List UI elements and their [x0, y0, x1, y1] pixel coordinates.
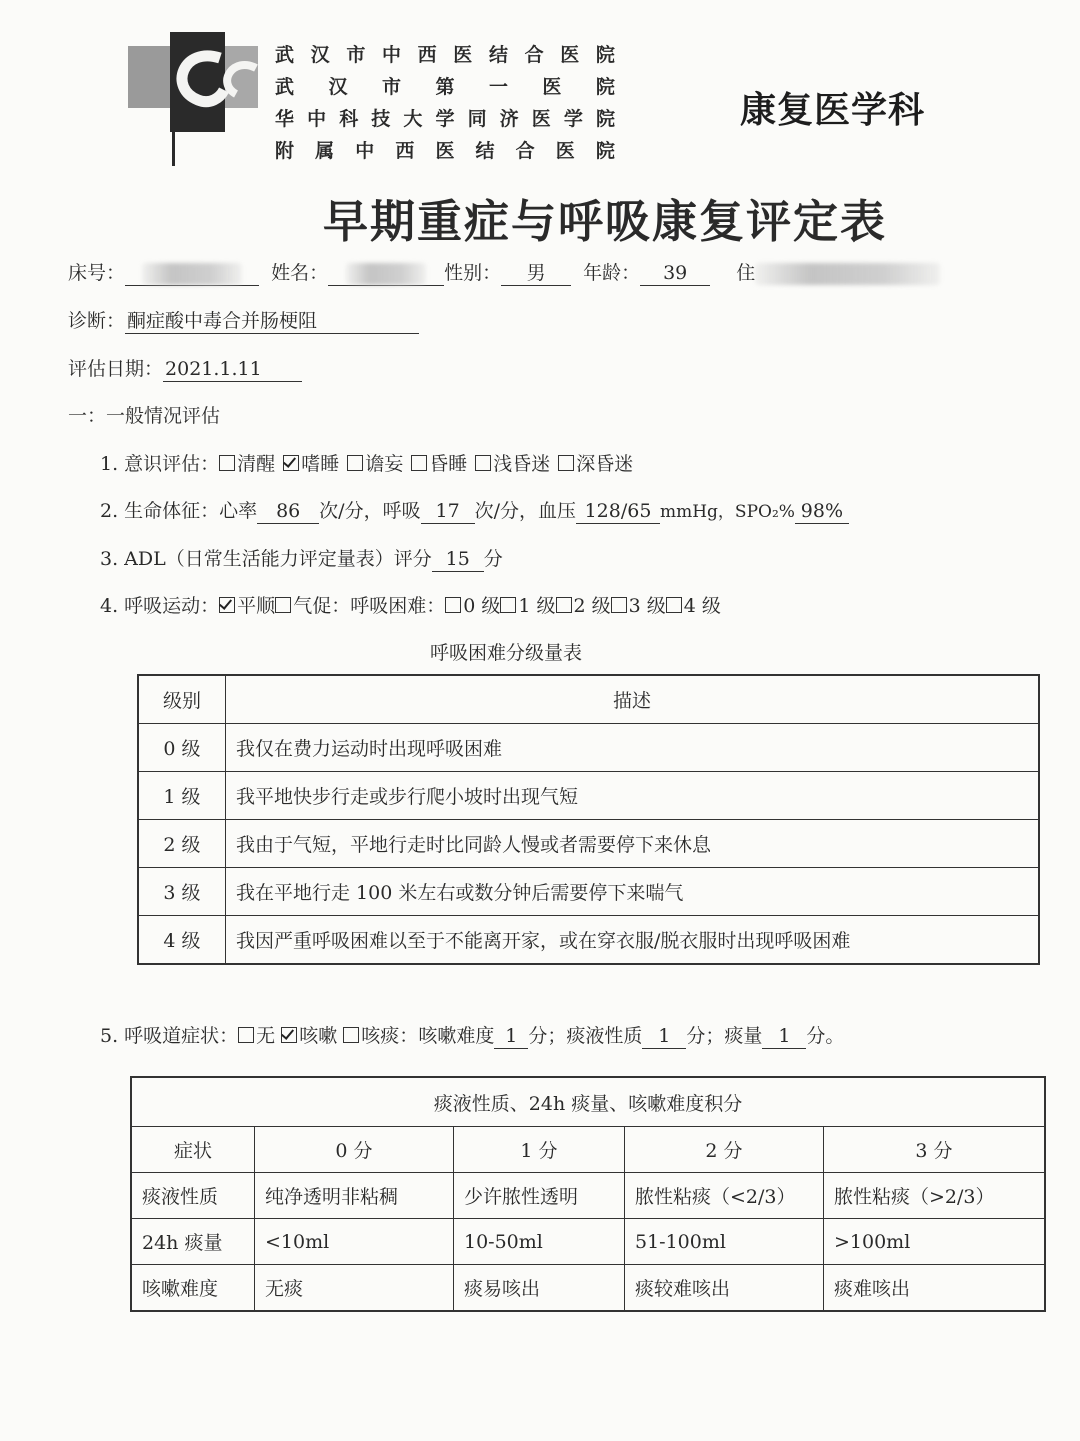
- diagnosis-row: [68, 306, 419, 334]
- date-row: [68, 354, 302, 382]
- hospital-name-4: [275, 136, 615, 163]
- table-header-row: [131, 1127, 1045, 1173]
- smooth-checkbox[interactable]: [219, 597, 235, 613]
- hr-unit: 次/分，呼吸: [319, 500, 421, 522]
- sputum-score-table: [130, 1076, 1046, 1312]
- consciousness-option-label: 浅昏迷: [493, 453, 551, 475]
- hospital-name-char: 合: [524, 44, 544, 66]
- hospital-name-char: 医: [531, 108, 551, 130]
- sputum-label: 咳痰：: [361, 1025, 419, 1047]
- adl-row: [100, 544, 503, 572]
- department-name: 康复医学科: [740, 89, 926, 131]
- description-cell: 我由于气短，平地行走时比同龄人慢或者需要停下来休息: [226, 820, 1040, 868]
- cell: 纯净透明非粘稠: [255, 1173, 454, 1219]
- table-row: [138, 772, 1039, 820]
- airway-end: 分。: [806, 1025, 845, 1047]
- rr-unit: 次/分，血压: [474, 500, 576, 522]
- hospital-name-3: [275, 104, 615, 131]
- consciousness-option-label: 深昏迷: [576, 453, 634, 475]
- hospital-name-char: 中: [381, 44, 401, 66]
- airway-row: [100, 1021, 844, 1049]
- sex-label: 性别：: [444, 262, 502, 284]
- name-value[interactable]: [328, 263, 444, 286]
- hospital-name-2: [275, 72, 615, 99]
- blood-pressure-value[interactable]: 128/65: [576, 501, 660, 524]
- cell: 51-100ml: [625, 1219, 824, 1265]
- cell: 10-50ml: [454, 1219, 625, 1265]
- age-label: 年龄：: [583, 262, 641, 284]
- description-cell: 我在平地行走 100 米左右或数分钟后需要停下来喘气: [226, 868, 1040, 916]
- date-label: 评估日期：: [68, 358, 164, 380]
- cough-checkbox[interactable]: [281, 1027, 297, 1043]
- cell: 脓性粘痰（>2/3）: [824, 1173, 1046, 1219]
- hospital-name-char: 市: [381, 76, 401, 98]
- consciousness-option-label: 昏睡: [429, 453, 468, 475]
- hospital-name-char: 大: [403, 108, 423, 130]
- cough-difficulty-label: 咳嗽难度: [418, 1025, 495, 1047]
- hospital-name-1: [275, 40, 615, 67]
- consciousness-checkbox[interactable]: [475, 455, 491, 471]
- hospital-name-char: 结: [475, 140, 495, 162]
- hospital-name-char: 学: [435, 108, 455, 130]
- date-value[interactable]: 2021.1.11: [163, 359, 302, 382]
- dyspnea-level-label: 3 级: [628, 595, 666, 617]
- consciousness-checkbox[interactable]: [347, 455, 363, 471]
- header-description: 描述: [226, 675, 1040, 724]
- hospital-name-char: 汉: [328, 76, 348, 98]
- hospital-name-char: 济: [499, 108, 519, 130]
- name-label: 姓名：: [271, 262, 329, 284]
- bed-value[interactable]: [125, 263, 259, 286]
- cell: <10ml: [255, 1219, 454, 1265]
- consciousness-option-label: 清醒: [237, 453, 276, 475]
- hospital-name-char: 合: [515, 140, 535, 162]
- dyspnea-level-label: 0 级: [463, 595, 501, 617]
- dyspnea-level-checkbox[interactable]: [445, 597, 461, 613]
- hospital-name-char: 医: [453, 44, 473, 66]
- hospital-name-char: 第: [435, 76, 455, 98]
- hospital-name-char: 科: [339, 108, 359, 130]
- sputum-checkbox[interactable]: [343, 1027, 359, 1043]
- header-score-2: 2 分: [625, 1127, 824, 1173]
- grade-cell: 4 级: [138, 916, 226, 965]
- hospital-logo: [128, 28, 258, 168]
- sputum-amount-value[interactable]: 1: [762, 1026, 806, 1049]
- table-row: [131, 1173, 1045, 1219]
- hospital-name-char: 武: [275, 44, 295, 66]
- cell: 24h 痰量: [131, 1219, 255, 1265]
- diagnosis-value[interactable]: 酮症酸中毒合并肠梗阻: [125, 311, 419, 334]
- cell: 痰易咳出: [454, 1265, 625, 1312]
- header-grade: 级别: [138, 675, 226, 724]
- cell: 痰难咳出: [824, 1265, 1046, 1312]
- section-1-title: 一：一般情况评估: [68, 405, 221, 427]
- sputum-nature-value[interactable]: 1: [642, 1026, 686, 1049]
- bed-label: 床号：: [68, 262, 126, 284]
- header-score-1: 1 分: [454, 1127, 625, 1173]
- none-label: 无: [256, 1025, 276, 1047]
- cell: 脓性粘痰（<2/3）: [625, 1173, 824, 1219]
- cough-difficulty-value[interactable]: 1: [494, 1026, 528, 1049]
- resp-rate-value[interactable]: 17: [421, 501, 475, 524]
- sputum-amount-label: 分；痰量: [686, 1025, 763, 1047]
- table-row: [138, 916, 1039, 965]
- description-cell: 我平地快步行走或步行爬小坡时出现气短: [226, 772, 1040, 820]
- dyspnea-level-label: 2 级: [573, 595, 611, 617]
- cell: 痰较难咳出: [625, 1265, 824, 1312]
- dyspnea-level-label: 1 级: [518, 595, 556, 617]
- hospital-name-char: 医: [560, 44, 580, 66]
- hospital-name-char: 汉: [310, 44, 330, 66]
- adl-score-value[interactable]: 15: [432, 549, 484, 572]
- residence-value: [755, 263, 940, 285]
- dyspnea-table-caption: 呼吸困难分级量表: [430, 642, 583, 664]
- hospital-name-char: 学: [563, 108, 583, 130]
- consciousness-label: 1. 意识评估：: [100, 453, 220, 475]
- hospital-name-char: 武: [275, 76, 295, 98]
- hospital-name-char: 医: [555, 140, 575, 162]
- adl-unit: 分: [483, 548, 503, 570]
- header-score-3: 3 分: [824, 1127, 1046, 1173]
- hospital-name-char: 结: [488, 44, 508, 66]
- grade-cell: 0 级: [138, 724, 226, 772]
- hospital-name-char: 中: [355, 140, 375, 162]
- hospital-name-char: 中: [307, 108, 327, 130]
- table-row: [138, 868, 1039, 916]
- dyspnea-level-label: 4 级: [683, 595, 721, 617]
- hospital-name-char: 华: [275, 108, 295, 130]
- dyspnea-level-checkbox[interactable]: [500, 597, 516, 613]
- cell: 无痰: [255, 1265, 454, 1312]
- cell: >100ml: [824, 1219, 1046, 1265]
- consciousness-option-label: 嗜睡: [301, 453, 340, 475]
- grade-cell: 3 级: [138, 868, 226, 916]
- description-cell: 我仅在费力运动时出现呼吸困难: [226, 724, 1040, 772]
- sex-value[interactable]: 男: [501, 263, 571, 286]
- hospital-name-char: 院: [595, 76, 615, 98]
- dyspnea-level-options: [445, 595, 721, 617]
- dyspnea-grade-table: [137, 674, 1040, 965]
- hospital-name-char: 一: [488, 76, 508, 98]
- table-header-row: [138, 675, 1039, 724]
- diagnosis-label: 诊断：: [68, 310, 126, 332]
- description-cell: 我因严重呼吸困难以至于不能离开家，或在穿衣服/脱衣服时出现呼吸困难: [226, 916, 1040, 965]
- cell: 少许脓性透明: [454, 1173, 625, 1219]
- patient-info-row: [68, 258, 940, 286]
- sputum-nature-label: 分；痰液性质: [528, 1025, 643, 1047]
- hospital-name-char: 医: [435, 140, 455, 162]
- consciousness-options: [219, 453, 633, 475]
- header-symptom: 症状: [131, 1127, 255, 1173]
- hospital-name-char: 西: [417, 44, 437, 66]
- short-breath-label: 气促：: [293, 595, 351, 617]
- adl-label: 3. ADL（日常生活能力评定量表）评分: [100, 548, 432, 570]
- consciousness-checkbox[interactable]: [411, 455, 427, 471]
- hospital-name-char: 附: [275, 140, 295, 162]
- dyspnea-level-checkbox[interactable]: [611, 597, 627, 613]
- hospital-name-char: 院: [595, 108, 615, 130]
- hospital-name-char: 技: [371, 108, 391, 130]
- heart-rate-value[interactable]: 86: [257, 501, 319, 524]
- table-row: [138, 820, 1039, 868]
- bp-unit: mmHg，SPO₂%: [659, 502, 795, 522]
- table-row: [138, 724, 1039, 772]
- age-value[interactable]: 39: [640, 263, 710, 286]
- grade-cell: 2 级: [138, 820, 226, 868]
- consciousness-row: [100, 449, 633, 476]
- consciousness-option-label: 谵妄: [365, 453, 404, 475]
- cell: 咳嗽难度: [131, 1265, 255, 1312]
- breathing-row: [100, 591, 721, 618]
- hospital-name-char: 市: [346, 44, 366, 66]
- none-checkbox[interactable]: [238, 1027, 254, 1043]
- hospital-name-char: 医: [542, 76, 562, 98]
- hospital-name-char: 院: [595, 140, 615, 162]
- header-score-0: 0 分: [255, 1127, 454, 1173]
- vitals-prefix: 2. 生命体征：心率: [100, 500, 258, 522]
- airway-label: 5. 呼吸道症状：: [100, 1025, 239, 1047]
- breathing-label: 4. 呼吸运动：: [100, 595, 220, 617]
- table-row: [131, 1265, 1045, 1312]
- table-title: 痰液性质、24h 痰量、咳嗽难度积分: [131, 1077, 1045, 1127]
- cough-label: 咳嗽: [299, 1025, 338, 1047]
- dyspnea-level-checkbox[interactable]: [556, 597, 572, 613]
- hospital-name-char: 西: [395, 140, 415, 162]
- form-title: 早期重症与呼吸康复评定表: [322, 195, 887, 248]
- vitals-row: [100, 496, 849, 524]
- hospital-name-char: 同: [467, 108, 487, 130]
- residence-label: 住: [736, 262, 756, 284]
- dyspnea-level-checkbox[interactable]: [666, 597, 682, 613]
- table-row: [131, 1219, 1045, 1265]
- grade-cell: 1 级: [138, 772, 226, 820]
- spo2-value[interactable]: 98%: [795, 501, 849, 524]
- short-breath-checkbox[interactable]: [275, 597, 291, 613]
- hospital-name-char: 属: [315, 140, 335, 162]
- consciousness-checkbox[interactable]: [558, 455, 574, 471]
- consciousness-checkbox[interactable]: [219, 455, 235, 471]
- hospital-name-char: 院: [595, 44, 615, 66]
- smooth-label: 平顺: [237, 595, 276, 617]
- table-title-row: [131, 1077, 1045, 1127]
- cell: 痰液性质: [131, 1173, 255, 1219]
- consciousness-checkbox[interactable]: [283, 455, 299, 471]
- dyspnea-label: 呼吸困难：: [350, 595, 446, 617]
